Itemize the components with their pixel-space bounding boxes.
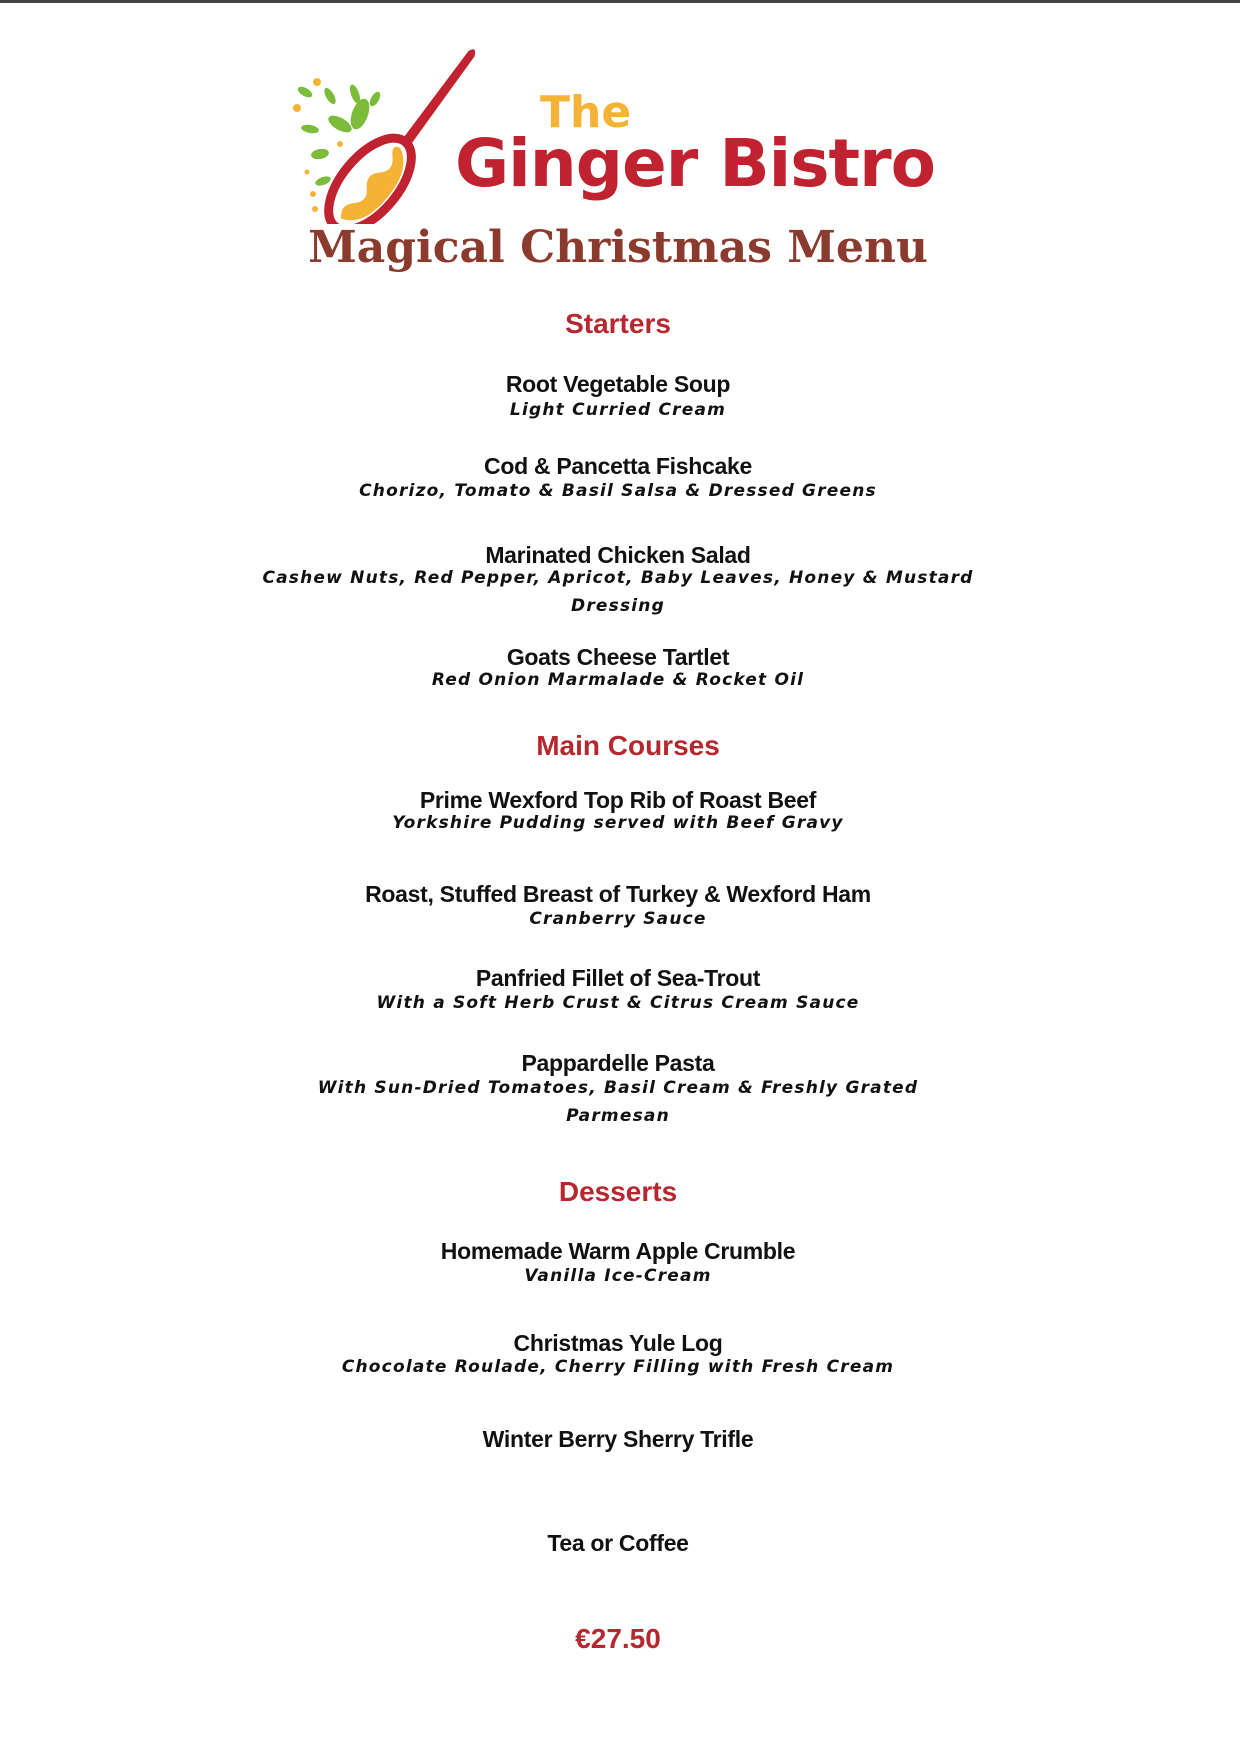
- menu-item-desc: Chocolate Roulade, Cherry Filling with Fresh Cream: [341, 1357, 895, 1377]
- menu-item-name: Panfried Fillet of Sea-Trout: [475, 965, 761, 991]
- menu-item-name: Cod & Pancetta Fishcake: [484, 453, 752, 479]
- menu-item-name: Christmas Yule Log: [513, 1330, 723, 1356]
- menu-title: Magical Christmas Menu: [308, 222, 928, 273]
- menu-item-desc-cont: Dressing: [571, 596, 665, 616]
- menu-item-desc: Vanilla Ice-Cream: [524, 1266, 712, 1286]
- menu-item-name: Winter Berry Sherry Trifle: [482, 1426, 754, 1452]
- menu-item-name: Roast, Stuffed Breast of Turkey & Wexford Ham: [365, 881, 871, 907]
- menu-item-name: Prime Wexford Top Rib of Roast Beef: [419, 787, 817, 813]
- menu-item-desc: With Sun-Dried Tomatoes, Basil Cream & Freshly Grated: [317, 1078, 919, 1098]
- brand-the: The: [540, 87, 632, 138]
- menu-item-desc: Yorkshire Pudding served with Beef Gravy: [392, 813, 844, 833]
- menu-item-desc: With a Soft Herb Crust & Citrus Cream Sauce: [376, 993, 860, 1013]
- menu-item-desc: Light Curried Cream: [509, 400, 727, 420]
- menu-item-name: Pappardelle Pasta: [521, 1050, 715, 1076]
- menu-item-desc-cont: Parmesan: [566, 1106, 670, 1126]
- menu-item-desc: Chorizo, Tomato & Basil Salsa & Dressed Greens: [359, 481, 877, 501]
- section-heading-desserts: Desserts: [558, 1176, 678, 1207]
- section-heading-main-courses: Main Courses: [536, 730, 720, 761]
- brand-name: Ginger Bistro: [455, 125, 935, 202]
- menu-item-name: Homemade Warm Apple Crumble: [440, 1238, 796, 1264]
- menu-item-name: Goats Cheese Tartlet: [506, 644, 730, 670]
- scan-edge: [0, 0, 1240, 3]
- menu-item-name: Marinated Chicken Salad: [485, 542, 751, 568]
- section-heading-starters: Starters: [565, 308, 671, 339]
- menu-price: €27.50: [575, 1623, 661, 1654]
- tea-or-coffee: Tea or Coffee: [547, 1530, 689, 1556]
- menu-item-name: Root Vegetable Soup: [505, 371, 731, 397]
- menu-item-desc: Red Onion Marmalade & Rocket Oil: [431, 670, 805, 690]
- menu-item-desc: Cranberry Sauce: [529, 909, 707, 929]
- menu-item-desc: Cashew Nuts, Red Pepper, Apricot, Baby Leaves, Honey & Mustard: [262, 568, 974, 588]
